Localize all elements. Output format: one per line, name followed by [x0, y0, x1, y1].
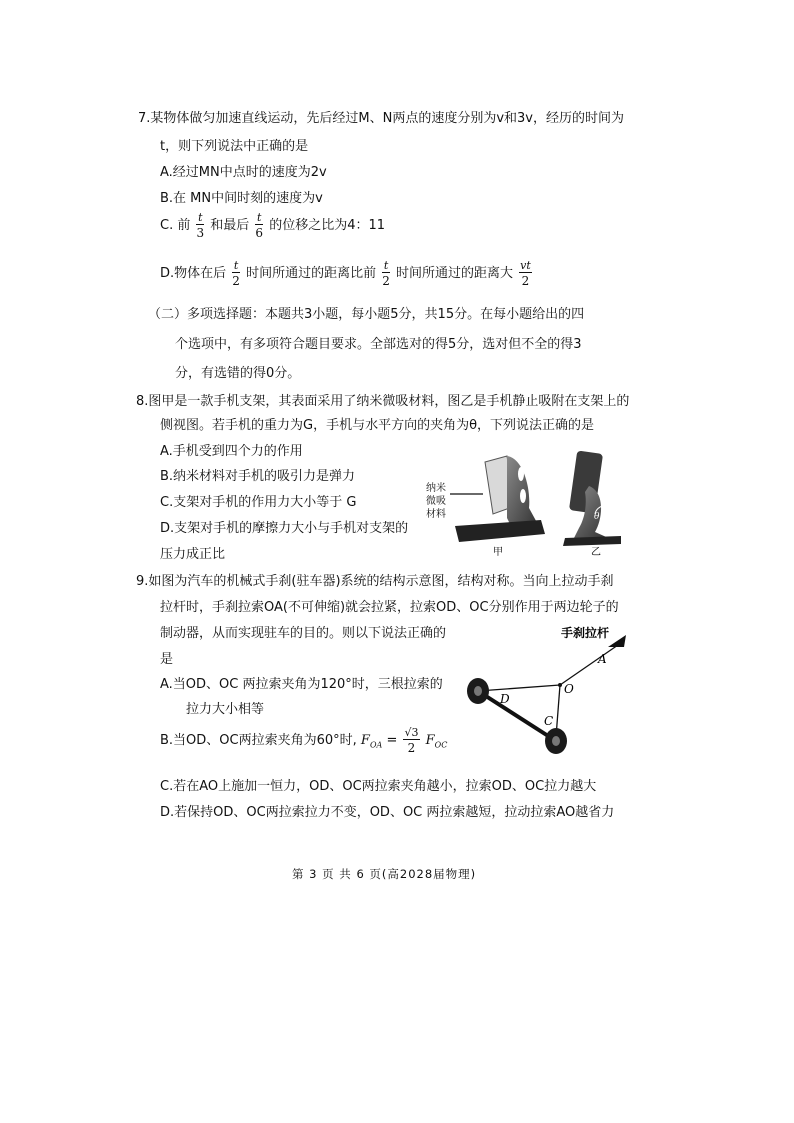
q9-option-d: D.若保持OD、OC两拉索拉力不变，OD、OC 两拉索越短，拉动拉索AO越省力 [160, 805, 615, 820]
q9-stem-line1: 9.如图为汽车的机械式手刹(驻车器)系统的结构示意图，结构对称。当向上拉动手刹 [136, 574, 614, 589]
fraction-t-over-2-a: $\frac{t}{2}$ [232, 259, 240, 288]
q9-stem-line3: 制动器，从而实现驻车的目的。则以下说法正确的 [160, 626, 447, 641]
fraction-vt-over-2: $\frac{vt}{2}$ [520, 259, 531, 288]
q7-c-prefix: C. 前 [160, 218, 191, 233]
q7-option-d [160, 260, 534, 287]
q7-stem-line1: 7.某物体做匀加速直线运动，先后经过M、N两点的速度分别为v和3v，经历的时间为 [138, 111, 625, 126]
fraction-sqrt3-over-2: $\frac{√3}{2}$ [404, 726, 419, 755]
q8-stem-line1: 8.图甲是一款手机支架，其表面采用了纳米微吸材料，图乙是手机静止吸附在支架上的 [136, 394, 630, 409]
label-c: C [544, 714, 554, 728]
q7-option-c [160, 212, 385, 239]
cable-oa [560, 645, 618, 685]
point-o [558, 683, 562, 687]
fraction-t-over-2-b: $\frac{t}{2}$ [382, 259, 390, 288]
q8-option-d-line1: D.支架对手机的摩擦力大小与手机对支架的 [160, 521, 409, 536]
q9-option-b [160, 727, 447, 754]
handbrake-diagram [458, 625, 638, 765]
fraction-t-over-6: $\frac{t}{6}$ [255, 211, 264, 240]
q8-option-a: A.手机受到四个力的作用 [160, 444, 303, 459]
figure-jia-label: 甲 [493, 547, 503, 556]
theta-label: θ [594, 512, 600, 522]
section2-line3: 分，有选错的得0分。 [175, 366, 301, 381]
label-d: D [500, 692, 510, 706]
q9-option-a-line1: A.当OD、OC 两拉索夹角为120°时，三根拉索的 [160, 677, 443, 692]
equals-sign: = [386, 733, 398, 748]
q9-stem-line2: 拉杆时，手刹拉索OA(不可伸缩)就会拉紧，拉索OD、OC分别作用于两边轮子的 [160, 600, 619, 615]
q7-d-prefix: D.物体在后 [160, 266, 227, 281]
stand-jia-image [450, 456, 545, 542]
handbrake-lever [608, 635, 626, 647]
q8-option-c: C.支架对手机的作用力大小等于 G [160, 495, 357, 510]
force-oc: $F_{OC}$ [425, 733, 448, 750]
force-oa: $F_{OA}$ [360, 733, 383, 750]
q9-stem-line4: 是 [160, 652, 174, 667]
page-footer: 第 3 页 共 6 页(高2028届物理) [292, 867, 477, 881]
nano-material-label: 纳米 微吸 材料 [426, 483, 446, 520]
q9-b-prefix: B.当OD、OC两拉索夹角为60°时, [160, 733, 357, 748]
section2-line1: （二）多项选择题：本题共3小题，每小题5分，共15分。在每小题给出的四 [148, 307, 585, 322]
q8-stem-line2: 侧视图。若手机的重力为G，手机与水平方向的夹角为θ，下列说法正确的是 [160, 418, 595, 433]
q7-d-mid2: 时间所通过的距离大 [396, 266, 514, 281]
stand-yi-image [563, 450, 621, 546]
q7-option-a: A.经过MN中点时的速度为2v [160, 165, 327, 180]
q8-option-b: B.纳米材料对手机的吸引力是弹力 [160, 469, 356, 484]
q7-option-b: B.在 MN中间时刻的速度为v [160, 191, 323, 206]
q7-d-mid1: 时间所通过的距离比前 [246, 266, 377, 281]
phone-stand-figure [445, 448, 625, 556]
handbrake-lever-label: 手刹拉杆 [561, 626, 610, 640]
q7-c-post: 的位移之比为4：11 [269, 218, 386, 233]
figure-yi-label: 乙 [591, 547, 601, 556]
section2-line2: 个选项中，有多项符合题目要求。全部选对的得5分，选对但不全的得3 [175, 337, 582, 352]
q7-c-mid: 和最后 [210, 218, 250, 233]
label-o: O [564, 682, 574, 696]
label-a: A [598, 652, 607, 666]
fraction-t-over-3: $\frac{t}{3}$ [196, 211, 205, 240]
cable-od [478, 685, 560, 691]
q8-option-d-line2: 压力成正比 [160, 547, 226, 562]
q9-option-a-line2: 拉力大小相等 [186, 702, 265, 717]
q7-stem-line2: t，则下列说法中正确的是 [160, 139, 309, 154]
q9-option-c: C.若在AO上施加一恒力，OD、OC两拉索夹角越小，拉索OD、OC拉力越大 [160, 779, 597, 794]
